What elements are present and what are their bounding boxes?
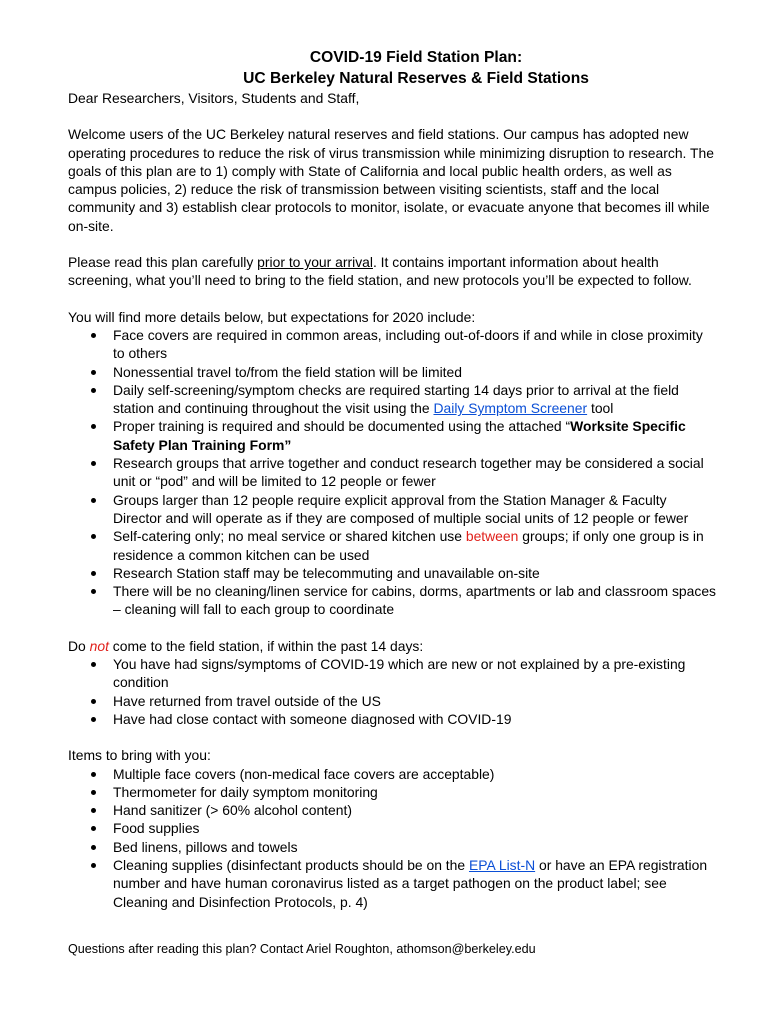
do-not-list (68, 655, 718, 728)
list-item: Thermometer for daily symptom monitoring (68, 783, 718, 801)
doc-title-line2: UC Berkeley Natural Reserves & Field Stations (243, 70, 589, 87)
list-item (68, 856, 718, 911)
do-not-intro (68, 637, 718, 655)
do-not-text-after: come to the field station, if within the past 14 days: (108, 637, 424, 654)
doc-title-line1: COVID-19 Field Station Plan: (309, 49, 523, 66)
read-plan-text-after: . It contains important information about health screening, what you’ll need to bring to the field station, and new protocols you’ll be expected to follow. (68, 254, 692, 289)
list-item (68, 417, 718, 454)
list-item-text: groups; if only one group is in residence a common kitchen can be used (113, 528, 704, 563)
expectations-list (68, 326, 718, 619)
greeting: Dear Researchers, Visitors, Students and Staff, (68, 90, 360, 106)
list-item: You have had signs/symptoms of COVID-19 which are new or not explained by a pre-existing condition (68, 655, 718, 692)
list-item-text: or have an EPA registration number and have human coronavirus listed as a target pathogen on the product label; see Cleaning and Disinfection Protocols, p. 4) (113, 856, 708, 910)
list-item-text: Cleaning supplies (disinfectant products should be on the (113, 856, 469, 873)
footer-contact: Questions after reading this plan? Contact Ariel Roughton, athomson@berkeley.edu (68, 942, 536, 956)
list-item: Research Station staff may be telecommuting and unavailable on-site (68, 564, 718, 582)
expectations-intro: You will find more details below, but expectations for 2020 include: (68, 308, 476, 325)
list-item (68, 381, 718, 418)
list-item-text: Self-catering only; no meal service or shared kitchen use (113, 528, 466, 545)
list-item: Bed linens, pillows and towels (68, 838, 718, 856)
not-emphasis: not (89, 637, 109, 654)
epa-list-n-link[interactable]: EPA List-N (468, 856, 536, 873)
list-item: Face covers are required in common areas, including out-of-doors if and while in close proximity to others (68, 326, 718, 363)
read-plan-text-before: Please read this plan carefully (68, 254, 258, 271)
between-emphasis: between (465, 528, 519, 545)
list-item: Have had close contact with someone diagnosed with COVID-19 (68, 710, 718, 728)
list-item (68, 527, 718, 564)
list-item: Hand sanitizer (> 60% alcohol content) (68, 801, 718, 819)
list-item-text: tool (587, 400, 614, 417)
list-item: Research groups that arrive together and conduct research together may be considered a social unit or “pod” and will be limited to 12 people or fewer (68, 454, 718, 491)
list-item: Groups larger than 12 people require explicit approval from the Station Manager & Faculty Director and will operate as if they are composed of multiple social units of 12 people or fewer (68, 491, 718, 528)
training-form-name: Worksite Specific Safety Plan Training Form” (113, 418, 686, 453)
do-not-text-before: Do (68, 637, 90, 654)
read-plan-paragraph (68, 253, 718, 290)
document-page (68, 47, 718, 911)
list-item: Have returned from travel outside of the US (68, 692, 718, 710)
items-intro: Items to bring with you: (68, 747, 211, 764)
prior-to-arrival-emphasis: prior to your arrival (257, 254, 373, 271)
list-item: Nonessential travel to/from the field station will be limited (68, 363, 718, 381)
list-item: There will be no cleaning/linen service for cabins, dorms, apartments or lab and classroom spaces – cleaning will fall to each group to coordinate (68, 582, 718, 619)
list-item: Multiple face covers (non-medical face covers are acceptable) (68, 765, 718, 783)
list-item-text: Proper training is required and should be documented using the attached “ (113, 418, 571, 435)
daily-symptom-screener-link[interactable]: Daily Symptom Screener (433, 400, 588, 417)
intro-paragraph: Welcome users of the UC Berkeley natural reserves and field stations. Our campus has adopted new operating procedures to reduce the risk of virus transmission while minimizing disruption to research. The goals of this plan are to 1) comply with State of California and local public health orders, as well as campus policies, 2) reduce the risk of transmission between visiting scientists, staff and the local community and 3) establish clear protocols to monitor, isolate, or evacuate anyone that becomes ill while on-site. (68, 126, 714, 234)
items-list (68, 765, 718, 911)
list-item: Food supplies (68, 819, 718, 837)
list-item-text: Daily self-screening/symptom checks are required starting 14 days prior to arrival at the field station and continuing throughout the visit using the (113, 381, 679, 417)
